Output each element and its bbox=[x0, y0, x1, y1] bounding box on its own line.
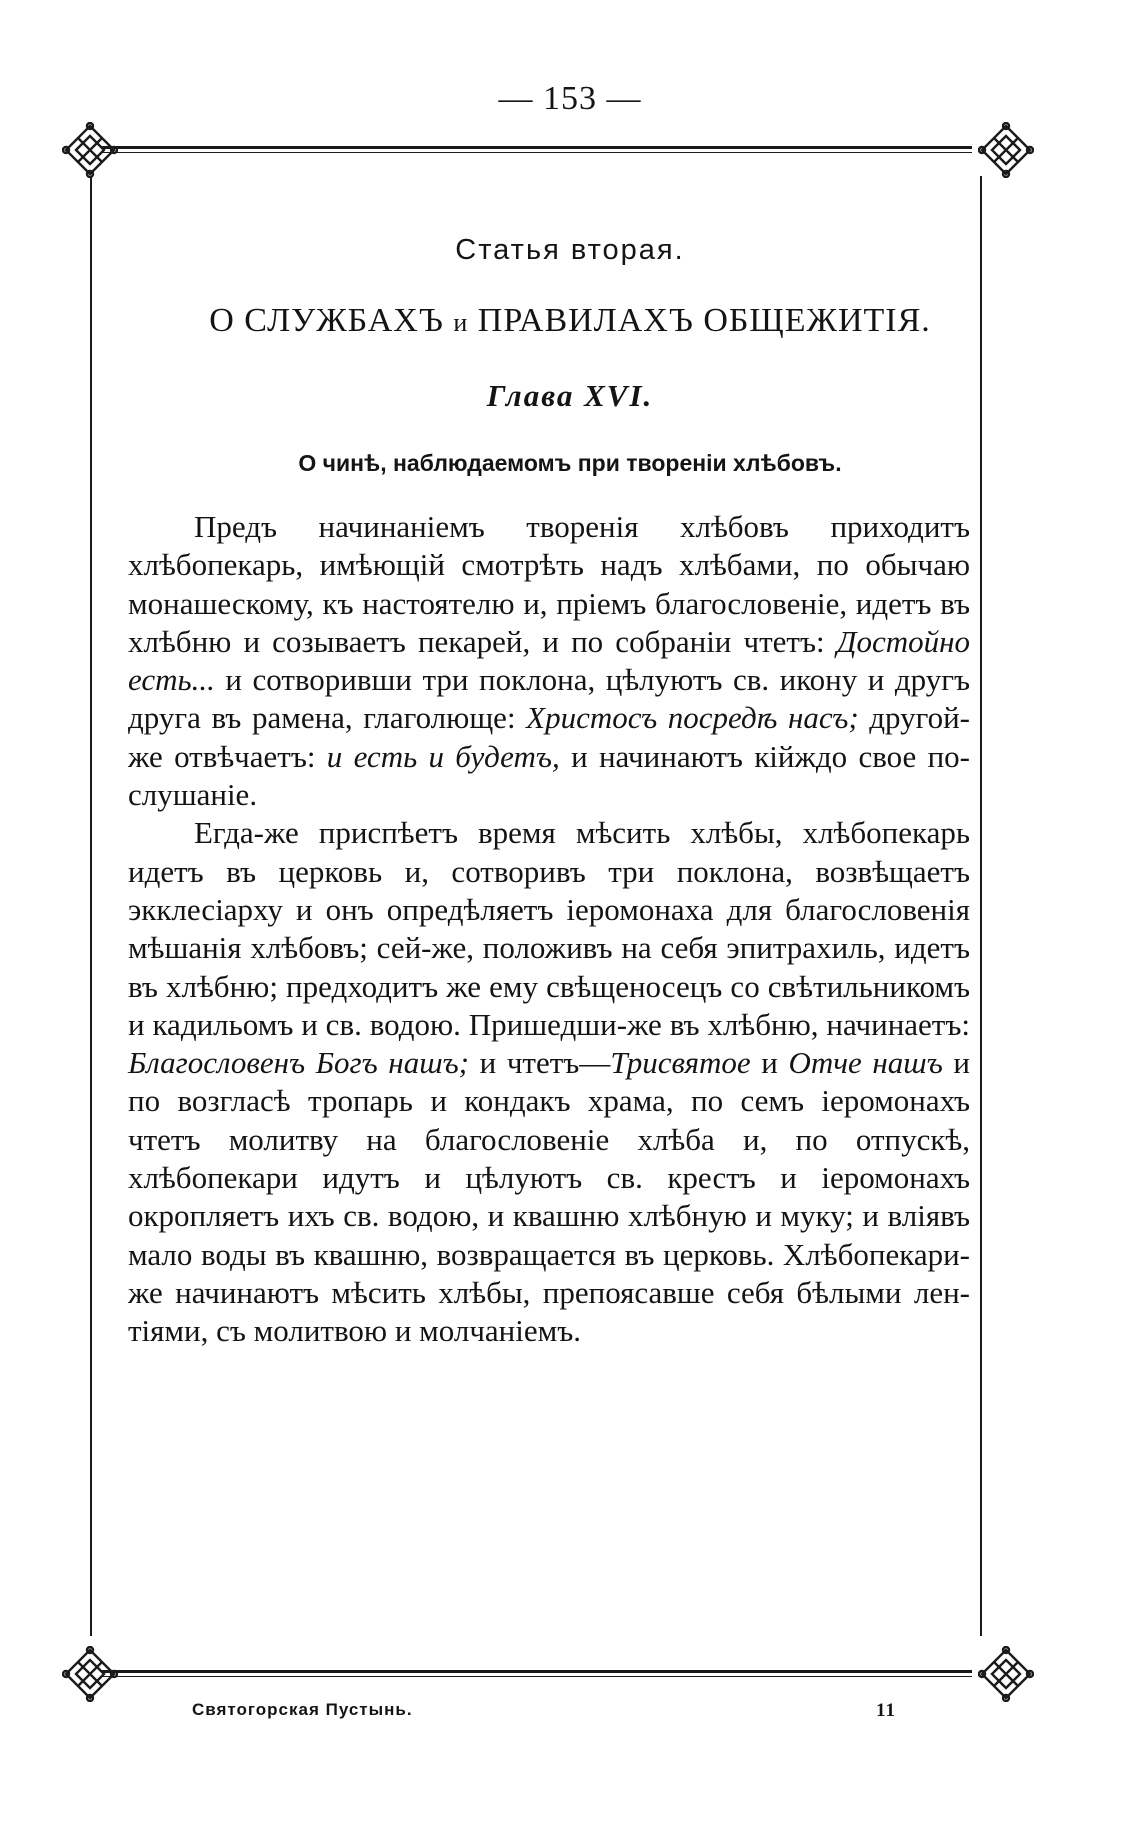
lattice-knot-ornament-icon bbox=[62, 1646, 118, 1702]
lattice-knot-ornament-icon bbox=[978, 1646, 1034, 1702]
article-title: Статья вторая. bbox=[455, 234, 685, 266]
frame-bottom-rule bbox=[102, 1670, 972, 1673]
paragraph-2-italic-b: Трисвятое bbox=[610, 1045, 751, 1081]
subject-title: О чинѣ, наблюдаемомъ при твореніи хлѣбовъ. bbox=[298, 450, 842, 476]
paragraph-2-text-c: и bbox=[750, 1045, 789, 1081]
paragraph-1-italic-a: Достойно есть... bbox=[128, 623, 970, 698]
paragraph-1-italic-b: Христосъ посредѣ насъ; bbox=[526, 700, 859, 736]
lattice-knot-ornament-icon bbox=[62, 122, 118, 178]
paragraph-1-italic-c: и есть и будетъ, bbox=[326, 738, 560, 774]
printer-signature: Святогорская Пустынь. bbox=[192, 1700, 413, 1719]
paragraph-2-italic-a: Благословенъ Богъ нашъ; bbox=[128, 1045, 470, 1081]
section-title-part2: ПРАВИЛАХЪ ОБЩЕЖИТІЯ. bbox=[468, 302, 931, 339]
paragraph-2-text-b: и чтетъ— bbox=[469, 1045, 611, 1081]
chapter-title: Глава XVI. bbox=[486, 378, 654, 413]
frame-top-rule-thin bbox=[102, 152, 972, 153]
paragraph-1-text-b: и сотворивши три поклона, цѣлуютъ св. икону и другъ друга въ рамена, глаголюще: bbox=[128, 662, 970, 736]
page-number: — 153 — bbox=[498, 80, 642, 117]
section-title-conjunction: и bbox=[453, 308, 469, 337]
section-title-part1: О СЛУЖБАХЪ bbox=[209, 302, 454, 339]
section-title bbox=[0, 302, 1140, 340]
paragraph-2-text-d: и по возгласѣ тропарь и кондакъ храма, по семъ іеромонахъ чтетъ молитву на благословеніе хлѣба и, по отпускѣ, хлѣбопекари идутъ и цѣлуютъ св. крестъ и іеромонахъ окропляетъ ихъ св. водою, и квашню хлѣбную и муку; и вліявъ мало воды въ квашню, возвращается въ церковь. Хлѣбопекари-же начинаютъ мѣсить хлѣбы, препоясавше себя бѣлыми лентіями, съ молитвою и молчаніемъ. bbox=[128, 1045, 970, 1349]
frame-top-rule bbox=[102, 146, 972, 149]
paragraph-1 bbox=[128, 508, 970, 814]
body-text bbox=[128, 508, 970, 1351]
paragraph-2-italic-c: Отче нашъ bbox=[788, 1045, 943, 1081]
paragraph-2 bbox=[128, 814, 970, 1350]
sheet-number: 11 bbox=[876, 1700, 896, 1721]
lattice-knot-ornament-icon bbox=[978, 122, 1034, 178]
paragraph-1-text-c: другой-же отвѣчаетъ: bbox=[128, 700, 970, 774]
frame-bottom-rule-thin bbox=[102, 1676, 972, 1677]
paragraph-1-text-a: Предъ начинаніемъ творенія хлѣбовъ приходитъ хлѣбопекарь, имѣющій смотрѣть надъ хлѣбами, по обычаю монашескому, къ настоятелю и, пріемъ благословеніе, идетъ въ хлѣбню и созываетъ пекарей, и по собраніи чтетъ: bbox=[128, 509, 970, 659]
paragraph-1-text-d: и начинаютъ кійждо свое послушаніе. bbox=[128, 738, 970, 813]
paragraph-2-text-a: Егда-же приспѣетъ время мѣсить хлѣбы, хлѣбопекарь идетъ въ церковь и, сотворивъ три поклона, возвѣщаетъ экклесіарху и онъ опредѣляетъ іеромонаха для благословенія мѣшанія хлѣбовъ; сей-же, положивъ на себя эпитрахиль, идетъ въ хлѣбню; предходитъ же ему свѣщеносецъ со свѣтильникомъ и кадильомъ и св. водою. Пришедши-же въ хлѣбню, начинаетъ: bbox=[128, 815, 970, 1042]
